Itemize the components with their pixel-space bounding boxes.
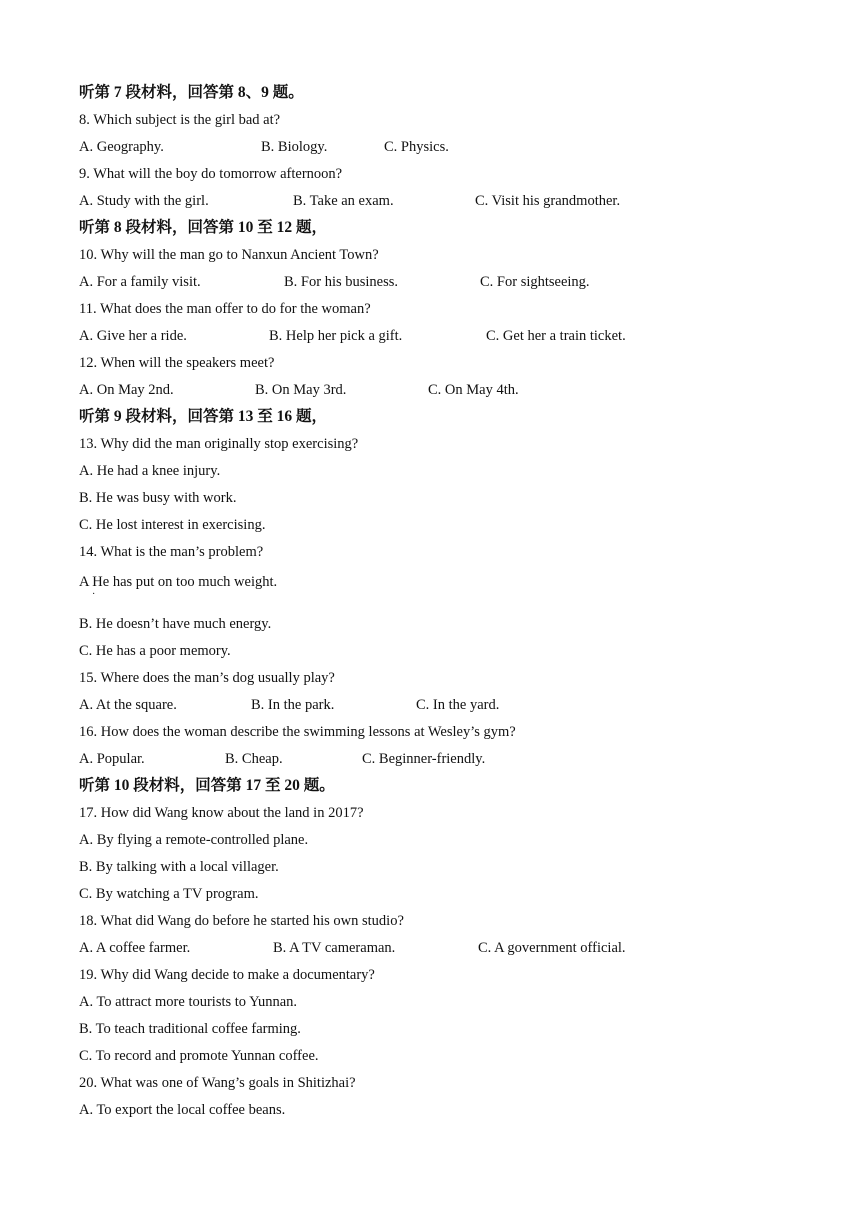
option-16a: A. Popular. <box>79 751 145 767</box>
section-heading-8: 听第 8 段材料，回答第 10 至 12 题， <box>79 219 328 236</box>
option-12b: B. On May 3rd. <box>255 382 347 398</box>
option-11b: B. Help her pick a gift. <box>269 328 403 344</box>
option-18a: A. A coffee farmer. <box>79 940 191 956</box>
option-12a: A. On May 2nd. <box>79 382 174 398</box>
question-10: 10. Why will the man go to Nanxun Ancient Town? <box>79 247 379 263</box>
option-18c: C. A government official. <box>478 940 626 956</box>
question-16: 16. How does the woman describe the swimming lessons at Wesley’s gym? <box>79 724 516 740</box>
option-15a: A. At the square. <box>79 697 177 713</box>
option-10c: C. For sightseeing. <box>480 274 590 290</box>
option-17c: C. By watching a TV program. <box>79 886 259 902</box>
question-11: 11. What does the man offer to do for the woman? <box>79 301 371 317</box>
option-14b: B. He doesn’t have much energy. <box>79 616 272 632</box>
question-18: 18. What did Wang do before he started his own studio? <box>79 913 404 929</box>
question-12: 12. When will the speakers meet? <box>79 355 275 371</box>
option-13c: C. He lost interest in exercising. <box>79 517 266 533</box>
section-heading-10: 听第 10 段材料，回答第 17 至 20 题。 <box>79 777 335 794</box>
option-15b: B. In the park. <box>251 697 335 713</box>
option-19c: C. To record and promote Yunnan coffee. <box>79 1048 319 1064</box>
question-15: 15. Where does the man’s dog usually play? <box>79 670 335 686</box>
question-9: 9. What will the boy do tomorrow afternoon? <box>79 166 343 182</box>
option-10a: A. For a family visit. <box>79 274 201 290</box>
option-9a: A. Study with the girl. <box>79 193 209 209</box>
option-15c: C. In the yard. <box>416 697 500 713</box>
option-8a: A. Geography. <box>79 139 164 155</box>
option-16b: B. Cheap. <box>225 751 283 767</box>
option-11c: C. Get her a train ticket. <box>486 328 626 344</box>
option-16c: C. Beginner-friendly. <box>362 751 486 767</box>
stray-dot-mark: · <box>92 589 96 600</box>
option-19b: B. To teach traditional coffee farming. <box>79 1021 301 1037</box>
option-17a: A. By flying a remote-controlled plane. <box>79 832 309 848</box>
option-14c: C. He has a poor memory. <box>79 643 231 659</box>
question-17: 17. How did Wang know about the land in 2017? <box>79 805 364 821</box>
option-14a: A He has put on too much weight. <box>79 574 278 590</box>
option-20a: A. To export the local coffee beans. <box>79 1102 286 1118</box>
option-13a: A. He had a knee injury. <box>79 463 221 479</box>
section-heading-9: 听第 9 段材料，回答第 13 至 16 题， <box>79 408 328 425</box>
section-heading-7: 听第 7 段材料，回答第 8、9 题。 <box>79 84 304 101</box>
option-10b: B. For his business. <box>284 274 399 290</box>
option-19a: A. To attract more tourists to Yunnan. <box>79 994 298 1010</box>
option-8c: C. Physics. <box>384 139 449 155</box>
option-9c: C. Visit his grandmother. <box>475 193 621 209</box>
question-13: 13. Why did the man originally stop exercising? <box>79 436 359 452</box>
question-19: 19. Why did Wang decide to make a documentary? <box>79 967 375 983</box>
option-18b: B. A TV cameraman. <box>273 940 396 956</box>
question-8: 8. Which subject is the girl bad at? <box>79 112 281 128</box>
option-12c: C. On May 4th. <box>428 382 519 398</box>
option-17b: B. By talking with a local villager. <box>79 859 279 875</box>
option-8b: B. Biology. <box>261 139 328 155</box>
question-14: 14. What is the man’s problem? <box>79 544 264 560</box>
question-20: 20. What was one of Wang’s goals in Shitizhai? <box>79 1075 356 1091</box>
option-9b: B. Take an exam. <box>293 193 394 209</box>
option-13b: B. He was busy with work. <box>79 490 237 506</box>
option-11a: A. Give her a ride. <box>79 328 187 344</box>
